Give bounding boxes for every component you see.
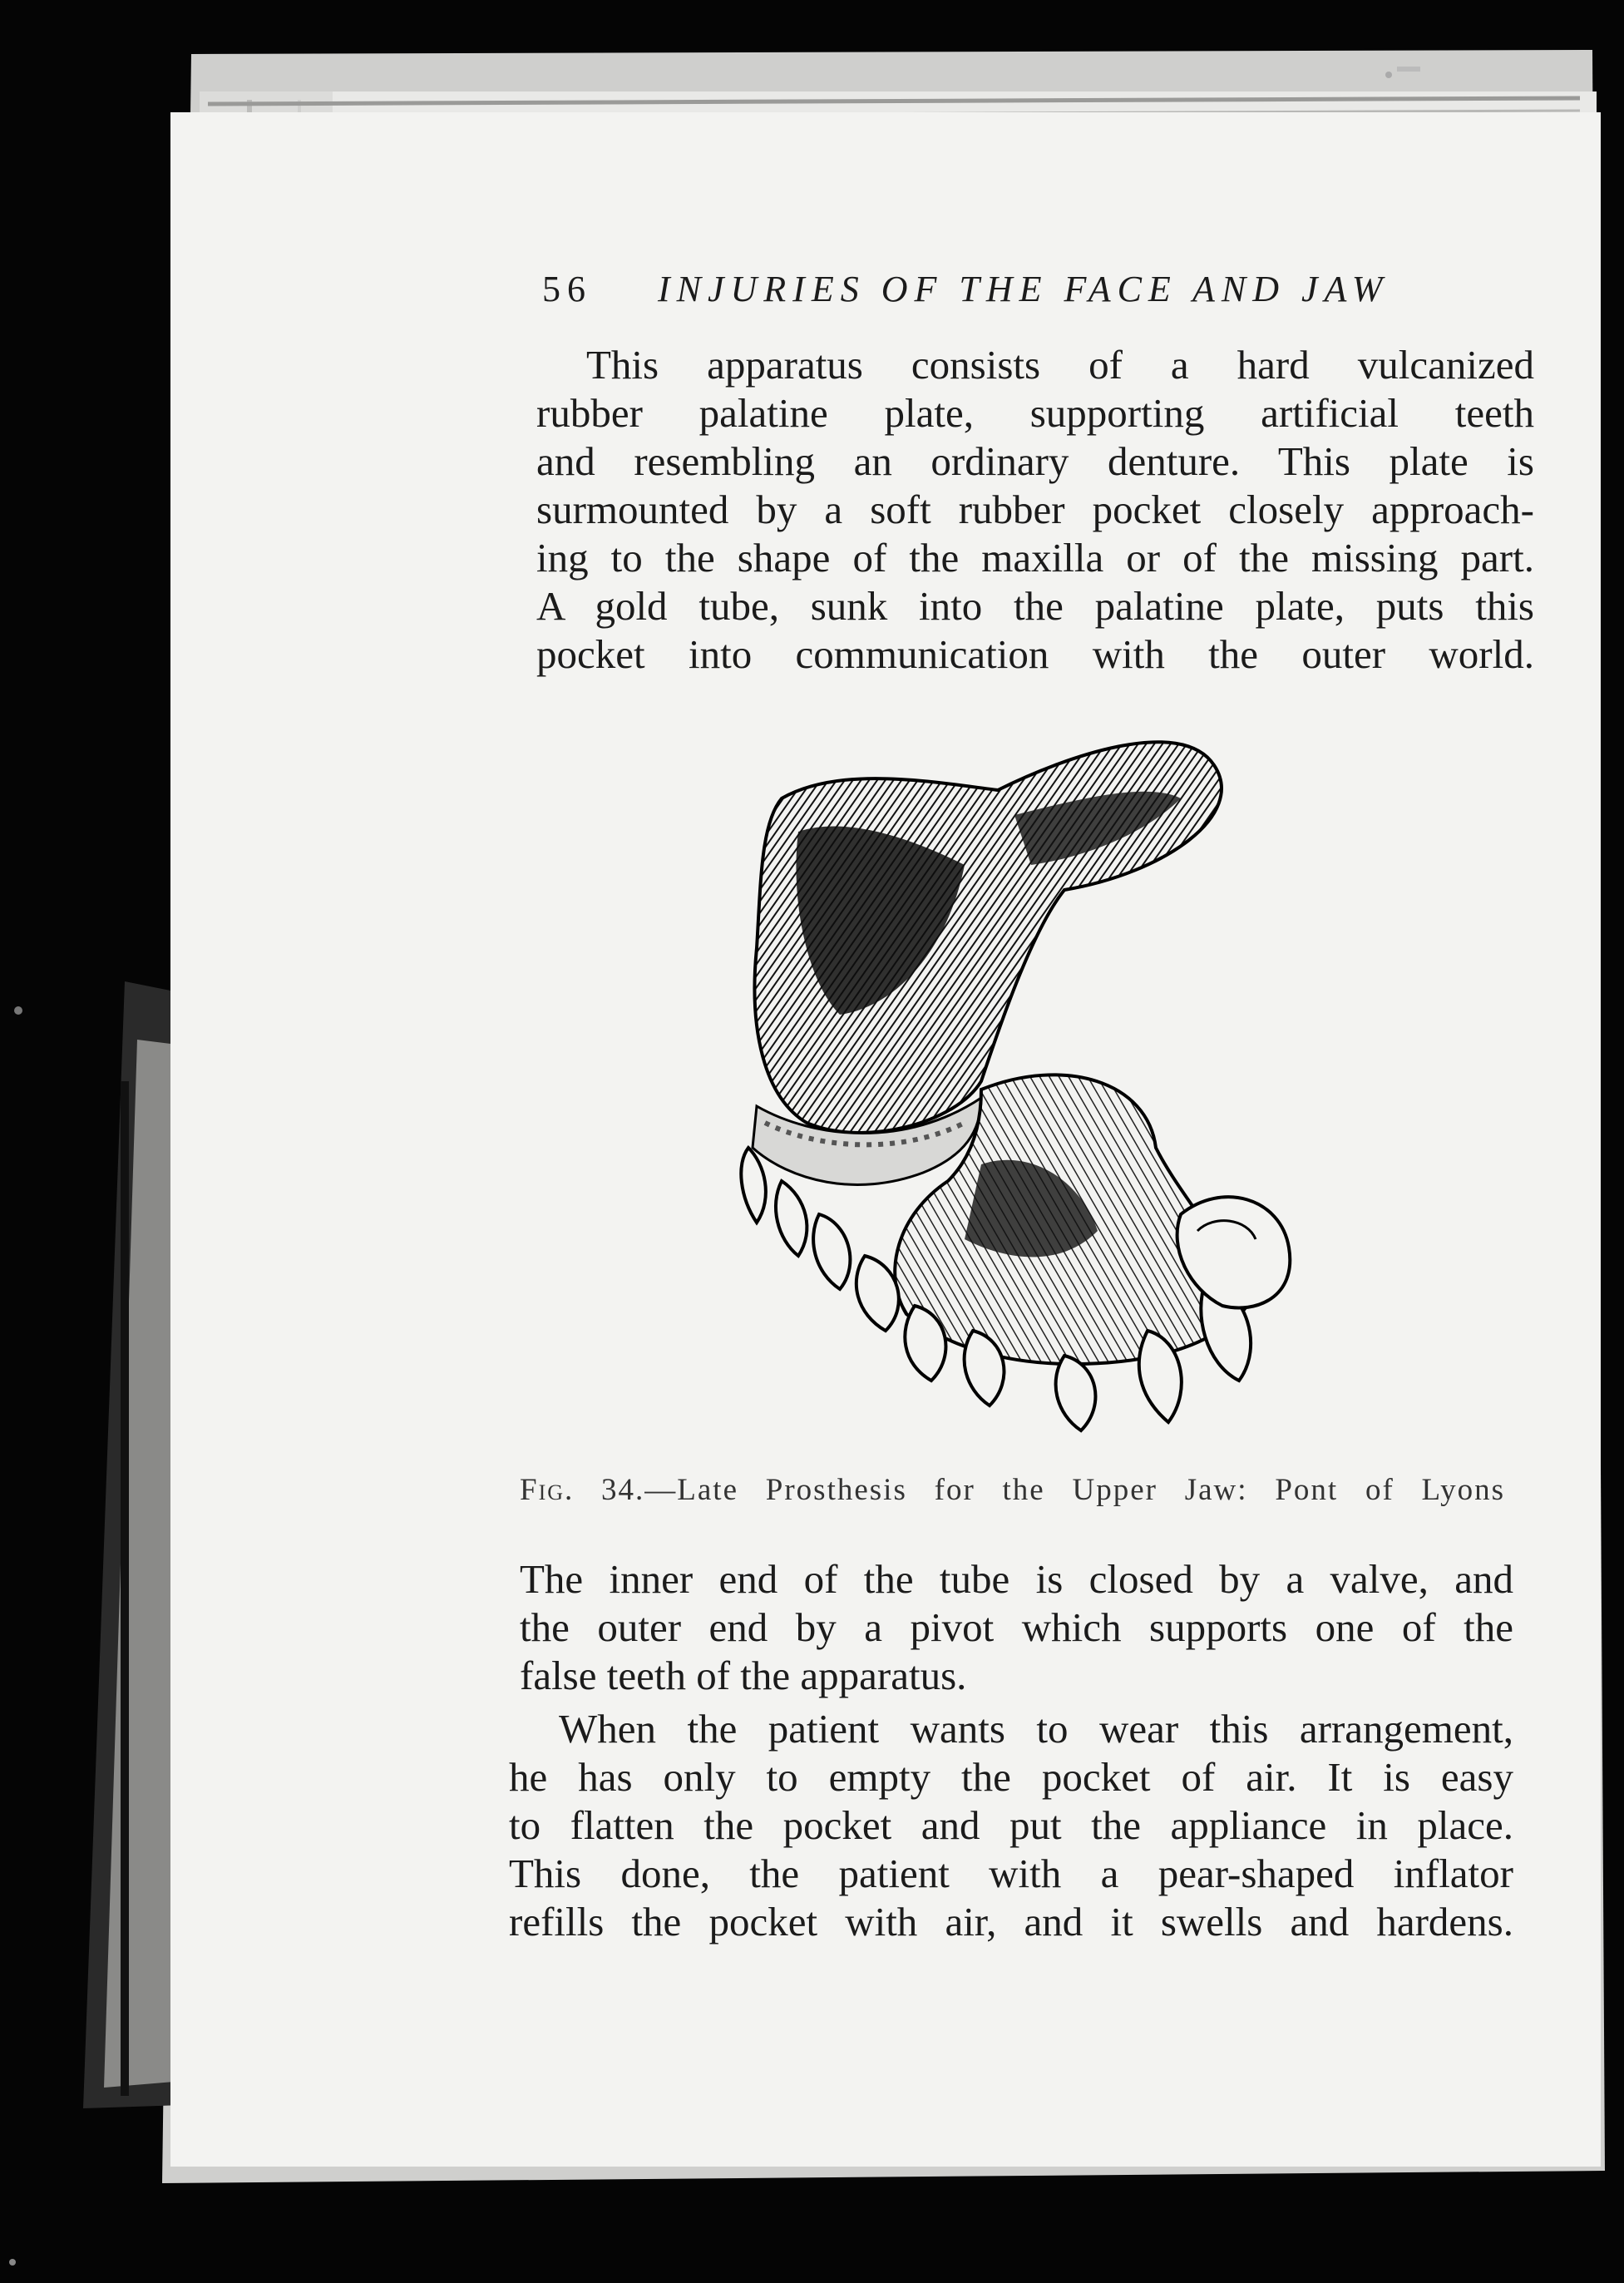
text-line: surmounted by a soft rubber pocket closely approach- (536, 487, 1534, 532)
text-line: to flatten the pocket and put the appliance in place. (509, 1802, 1513, 1848)
paragraph-1 (536, 341, 1534, 679)
running-head (542, 268, 1415, 318)
prosthesis-illustration (715, 732, 1314, 1455)
text-line: The inner end of the tube is closed by a valve, and (520, 1556, 1513, 1602)
running-title: INJURIES OF THE FACE AND JAW (658, 269, 1390, 309)
text-line: rubber palatine plate, supporting artificial teeth (536, 390, 1534, 436)
text-line: refills the pocket with air, and it swells and hardens. (509, 1899, 1513, 1945)
text-line: the outer end by a pivot which supports one of the (520, 1604, 1513, 1650)
paragraph-2 (520, 1555, 1513, 1700)
text-line: This apparatus consists of a hard vulcanized (586, 342, 1534, 388)
figure-label: Fig. 34. (520, 1473, 645, 1507)
text-line: and resembling an ordinary denture. This plate is (536, 438, 1534, 484)
page-number: 56 (542, 269, 592, 309)
text-line: This done, the patient with a pear-shaped inflator (509, 1851, 1513, 1896)
figure-caption (520, 1472, 1505, 1514)
text-line: pocket into communication with the outer world. (536, 631, 1534, 677)
text-line: When the patient wants to wear this arrangement, (559, 1706, 1513, 1752)
text-line: A gold tube, sunk into the palatine plate, puts this (536, 583, 1534, 629)
text-line: he has only to empty the pocket of air. It is easy (509, 1754, 1513, 1800)
text-line: false teeth of the apparatus. (520, 1653, 967, 1698)
figure-caption-text: —Late Prosthesis for the Upper Jaw: Pont of Lyons (644, 1473, 1505, 1507)
paragraph-3 (509, 1705, 1513, 1946)
text-line: ing to the shape of the maxilla or of the missing part. (536, 535, 1534, 581)
